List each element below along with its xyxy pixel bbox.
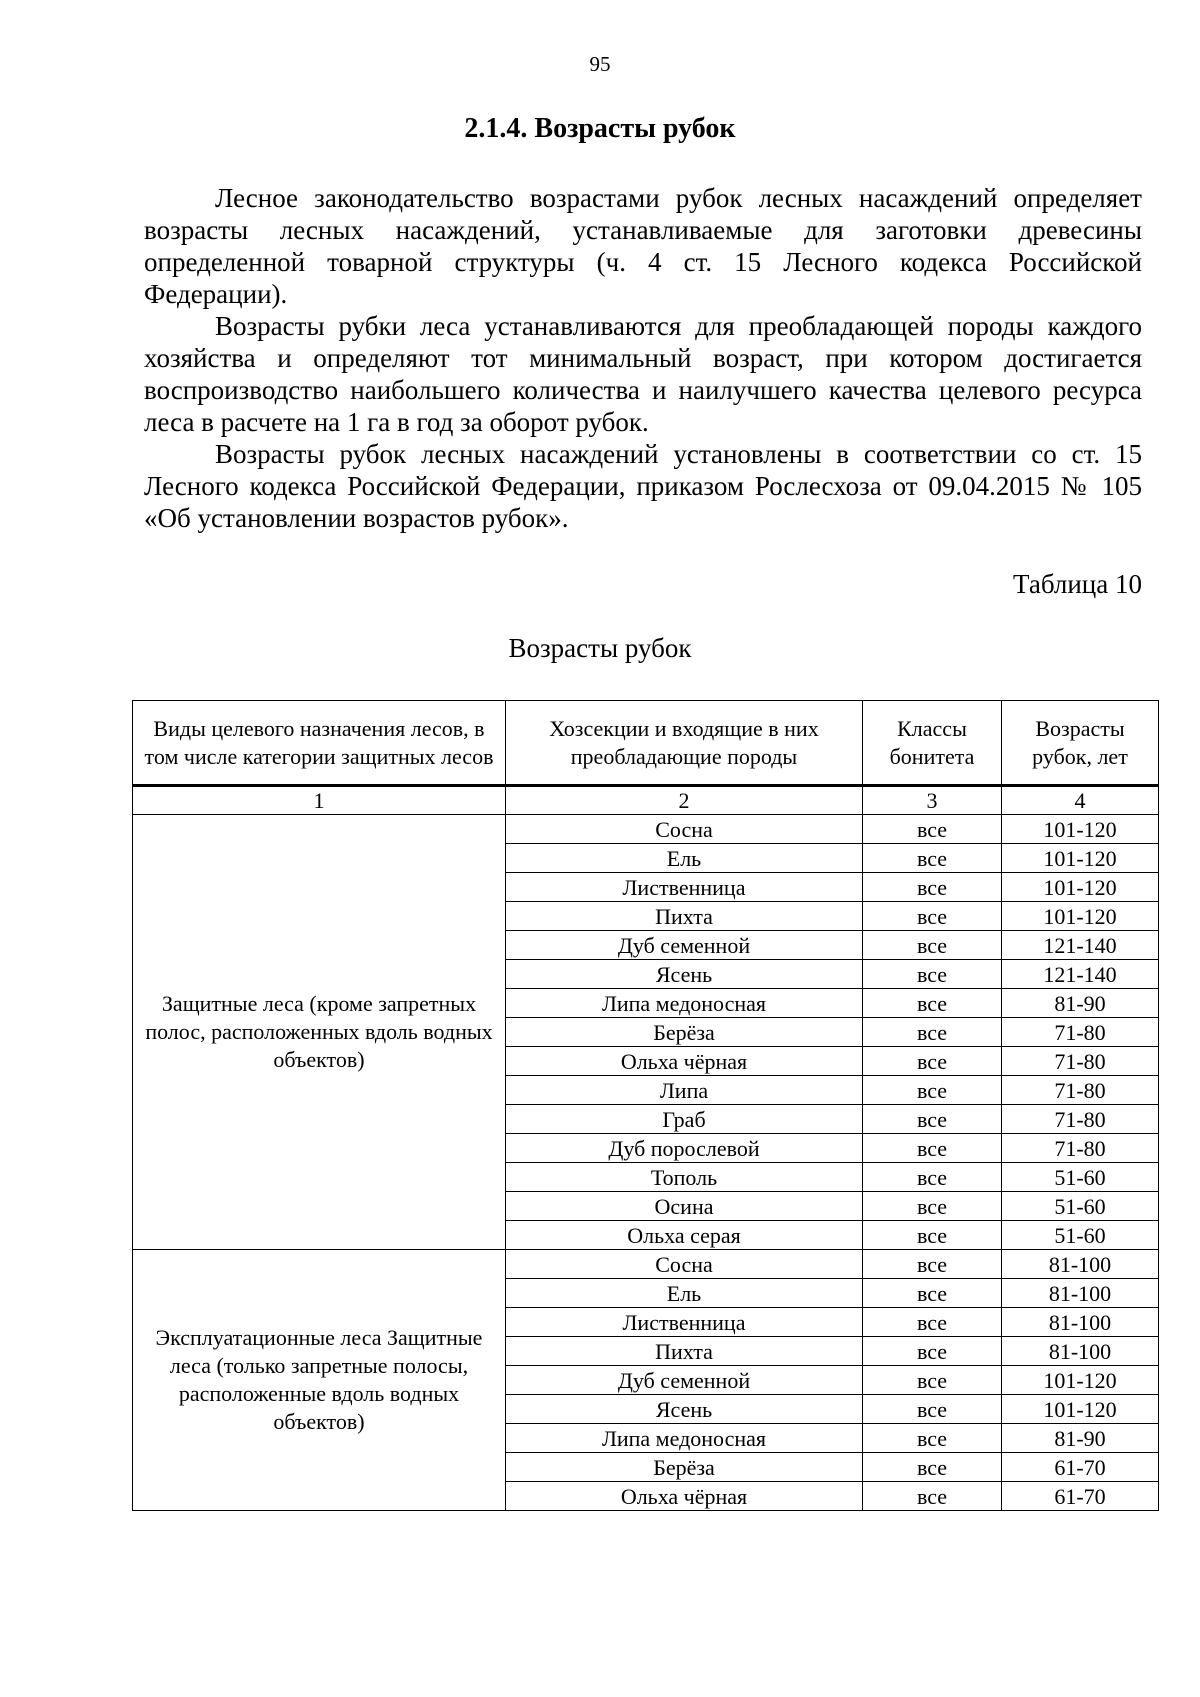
- category-cell: Защитные леса (кроме запретных полос, расположенных вдоль водных объектов): [133, 815, 506, 1250]
- species-cell: Пихта: [506, 1337, 863, 1366]
- species-cell: Ольха чёрная: [506, 1482, 863, 1511]
- paragraph: Возрасты рубок лесных насаждений установлены в соответствии со ст. 15 Лесного кодекса Российской Федерации, приказом Рослесхоза от 09.04.2015 № 105 «Об установлении возрастов рубок».: [144, 439, 1142, 533]
- age-cell: 121-140: [1002, 931, 1159, 960]
- age-cell: 81-100: [1002, 1279, 1159, 1308]
- species-cell: Сосна: [506, 815, 863, 844]
- column-number: 4: [1002, 786, 1159, 815]
- age-cell: 51-60: [1002, 1192, 1159, 1221]
- age-cell: 51-60: [1002, 1163, 1159, 1192]
- class-cell: все: [863, 1366, 1002, 1395]
- species-cell: Липа: [506, 1076, 863, 1105]
- age-cell: 101-120: [1002, 873, 1159, 902]
- header-cell-class: Классы бонитета: [863, 701, 1002, 786]
- class-cell: все: [863, 1482, 1002, 1511]
- class-cell: все: [863, 1424, 1002, 1453]
- species-cell: Дуб порослевой: [506, 1134, 863, 1163]
- age-cell: 101-120: [1002, 1366, 1159, 1395]
- age-cell: 61-70: [1002, 1453, 1159, 1482]
- age-cell: 81-100: [1002, 1337, 1159, 1366]
- table-label: Таблица 10: [1013, 569, 1142, 599]
- species-cell: Липа медоносная: [506, 989, 863, 1018]
- age-cell: 61-70: [1002, 1482, 1159, 1511]
- age-cell: 101-120: [1002, 844, 1159, 873]
- table-row: [133, 1250, 1159, 1279]
- class-cell: все: [863, 1250, 1002, 1279]
- class-cell: все: [863, 902, 1002, 931]
- age-cell: 101-120: [1002, 1395, 1159, 1424]
- age-cell: 51-60: [1002, 1221, 1159, 1250]
- species-cell: Берёза: [506, 1018, 863, 1047]
- species-cell: Ель: [506, 844, 863, 873]
- class-cell: все: [863, 960, 1002, 989]
- column-number: 2: [506, 786, 863, 815]
- age-cell: 81-90: [1002, 989, 1159, 1018]
- age-cell: 81-90: [1002, 1424, 1159, 1453]
- paragraph: Возрасты рубки леса устанавливаются для преобладающей породы каждого хозяйства и определяют тот минимальный возраст, при котором достигается воспроизводство наибольшего количества и наилучшего качества целевого ресурса леса в расчете на 1 га в год за оборот рубок.: [144, 311, 1142, 437]
- class-cell: все: [863, 1163, 1002, 1192]
- species-cell: Лиственница: [506, 1308, 863, 1337]
- species-cell: Ольха чёрная: [506, 1047, 863, 1076]
- species-cell: Ольха серая: [506, 1221, 863, 1250]
- age-cell: 71-80: [1002, 1018, 1159, 1047]
- species-cell: Дуб семенной: [506, 1366, 863, 1395]
- age-cell: 81-100: [1002, 1308, 1159, 1337]
- category-cell: Эксплуатационные леса Защитные леса (только запретные полосы, расположенные вдоль водных объектов): [133, 1250, 506, 1511]
- class-cell: все: [863, 1018, 1002, 1047]
- class-cell: все: [863, 1279, 1002, 1308]
- age-cell: 71-80: [1002, 1047, 1159, 1076]
- page-number: 95: [589, 52, 611, 76]
- cutting-age-table: [132, 700, 1159, 1511]
- species-cell: Берёза: [506, 1453, 863, 1482]
- body-text: [144, 182, 1142, 534]
- class-cell: все: [863, 1076, 1002, 1105]
- class-cell: все: [863, 1047, 1002, 1076]
- age-cell: 71-80: [1002, 1134, 1159, 1163]
- table-row: [133, 815, 1159, 844]
- species-cell: Пихта: [506, 902, 863, 931]
- species-cell: Дуб семенной: [506, 931, 863, 960]
- class-cell: все: [863, 844, 1002, 873]
- paragraph: Лесное законодательство возрастами рубок лесных насаждений определяет возрасты лесных насаждений, устанавливаемые для заготовки древесины определенной товарной структуры (ч. 4 ст. 15 Лесного кодекса Российской Федерации).: [144, 183, 1142, 309]
- class-cell: все: [863, 989, 1002, 1018]
- column-number-row: [133, 786, 1159, 815]
- class-cell: все: [863, 873, 1002, 902]
- species-cell: Липа медоносная: [506, 1424, 863, 1453]
- age-cell: 71-80: [1002, 1105, 1159, 1134]
- column-number: 3: [863, 786, 1002, 815]
- class-cell: все: [863, 1453, 1002, 1482]
- class-cell: все: [863, 815, 1002, 844]
- class-cell: все: [863, 1337, 1002, 1366]
- header-cell-purpose: Виды целевого назначения лесов, в том числе категории защитных лесов: [133, 701, 506, 786]
- class-cell: все: [863, 1221, 1002, 1250]
- species-cell: Лиственница: [506, 873, 863, 902]
- header-cell-age: Возрасты рубок, лет: [1002, 701, 1159, 786]
- species-cell: Ель: [506, 1279, 863, 1308]
- class-cell: все: [863, 1105, 1002, 1134]
- table-title: Возрасты рубок: [508, 633, 692, 663]
- class-cell: все: [863, 931, 1002, 960]
- section-title: 2.1.4. Возрасты рубок: [464, 113, 736, 144]
- species-cell: Граб: [506, 1105, 863, 1134]
- age-cell: 81-100: [1002, 1250, 1159, 1279]
- species-cell: Сосна: [506, 1250, 863, 1279]
- class-cell: все: [863, 1308, 1002, 1337]
- species-cell: Ясень: [506, 960, 863, 989]
- column-number: 1: [133, 786, 506, 815]
- age-cell: 101-120: [1002, 902, 1159, 931]
- class-cell: все: [863, 1395, 1002, 1424]
- table-body: [133, 815, 1159, 1511]
- species-cell: Ясень: [506, 1395, 863, 1424]
- header-cell-species: Хозсекции и входящие в них преобладающие породы: [506, 701, 863, 786]
- species-cell: Тополь: [506, 1163, 863, 1192]
- species-cell: Осина: [506, 1192, 863, 1221]
- age-cell: 101-120: [1002, 815, 1159, 844]
- table-header-row: [133, 701, 1159, 786]
- class-cell: все: [863, 1134, 1002, 1163]
- age-cell: 121-140: [1002, 960, 1159, 989]
- age-cell: 71-80: [1002, 1076, 1159, 1105]
- class-cell: все: [863, 1192, 1002, 1221]
